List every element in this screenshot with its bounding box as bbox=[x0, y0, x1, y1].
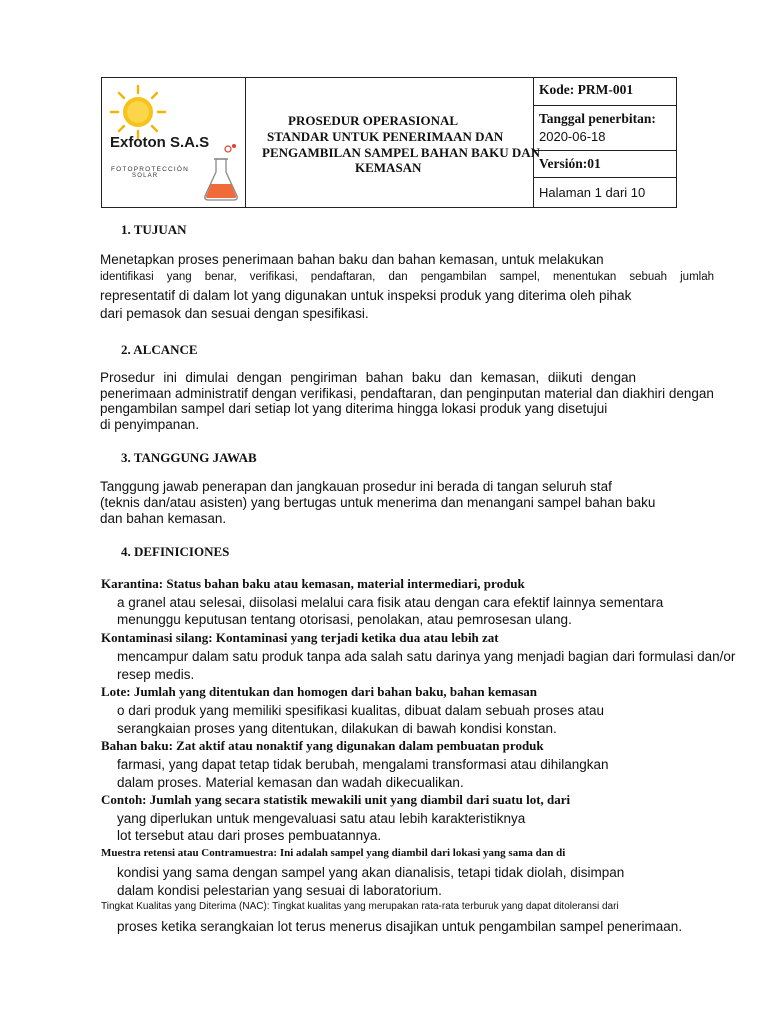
flask-icon bbox=[202, 156, 240, 202]
document-title-line: PROSEDUR OPERASIONAL bbox=[288, 113, 459, 128]
definition-line: lot tersebut atau dari proses pembuatannya. bbox=[117, 828, 382, 843]
issue-date: 2020-06-18 bbox=[539, 129, 606, 144]
paragraph-line: di penyimpanan. bbox=[100, 417, 200, 432]
definition-line: resep medis. bbox=[117, 667, 195, 682]
company-tagline-line1: FOTOPROTECCIÓN bbox=[111, 166, 190, 173]
definition-term: Tingkat Kualitas yang Diterima (NAC): Tingkat kualitas yang merupakan rata-rata terburuk yang dapat ditoleransi dari bbox=[101, 901, 619, 912]
document-header-table bbox=[101, 77, 677, 208]
paragraph-line: penerimaan administratif dengan verifikasi, pendaftaran, dan penginputan material dan diakhiri dengan bbox=[100, 386, 714, 401]
section-heading-alcance: 2. ALCANCE bbox=[121, 342, 198, 357]
section-heading-tujuan: 1. TUJUAN bbox=[121, 222, 187, 237]
document-title-line: STANDAR UNTUK PENERIMAAN DAN bbox=[267, 129, 504, 144]
definition-term: Contoh: Jumlah yang secara statistik mewakili unit yang diambil dari suatu lot, dari bbox=[101, 792, 571, 807]
document-title-line: PENGAMBILAN SAMPEL BAHAN BAKU DAN bbox=[262, 145, 541, 160]
section-heading-tanggung-jawab: 3. TANGGUNG JAWAB bbox=[121, 450, 257, 465]
header-divider bbox=[245, 78, 246, 207]
definition-term: Kontaminasi silang: Kontaminasi yang terjadi ketika dua atau lebih zat bbox=[101, 630, 499, 645]
company-name: Exfoton S.A.S bbox=[110, 134, 210, 151]
header-divider bbox=[533, 78, 534, 207]
page-number: Halaman 1 dari 10 bbox=[539, 185, 646, 200]
section-heading-definiciones: 4. DEFINICIONES bbox=[121, 544, 230, 559]
paragraph-line: Prosedur ini dimulai dengan pengiriman bahan baku dan kemasan, diikuti dengan bbox=[100, 370, 636, 385]
definition-line: dalam kondisi pelestarian yang sesuai di laboratorium. bbox=[117, 883, 442, 898]
definition-line: yang diperlukan untuk mengevaluasi satu atau lebih karakteristiknya bbox=[117, 811, 526, 826]
paragraph-line: (teknis dan/atau asisten) yang bertugas untuk menerima dan menangani sampel bahan baku bbox=[100, 495, 656, 510]
header-divider bbox=[533, 150, 676, 151]
definition-line: mencampur dalam satu produk tanpa ada salah satu darinya yang menjadi bagian dari formulasi dan/or bbox=[117, 649, 736, 664]
definition-term: Karantina: Status bahan baku atau kemasan, material intermediari, produk bbox=[101, 576, 525, 591]
document-title-line: KEMASAN bbox=[355, 160, 422, 175]
paragraph-line: identifikasi yang benar, verifikasi, pendaftaran, dan pengambilan sampel, menentukan sebuah jumlah bbox=[100, 271, 714, 283]
company-logo bbox=[102, 78, 245, 206]
definition-line: dalam proses. Material kemasan dan wadah dikecualikan. bbox=[117, 775, 464, 790]
document-version: Versión:01 bbox=[539, 156, 601, 171]
definition-term: Muestra retensi atau Contramuestra: Ini adalah sampel yang diambil dari lokasi yang sama dan di bbox=[101, 847, 566, 859]
definition-line: o dari produk yang memiliki spesifikasi kualitas, dibuat dalam sebuah proses atau bbox=[117, 703, 605, 718]
definition-line: menunggu keputusan tentang otorisasi, penolakan, atau pemrosesan ulang. bbox=[117, 612, 572, 627]
paragraph-line: pengambilan sampel dari setiap lot yang diterima hingga lokasi produk yang disetujui bbox=[100, 401, 608, 416]
bubble-icon bbox=[224, 142, 238, 154]
definition-term: Lote: Jumlah yang ditentukan dan homogen dari bahan baku, bahan kemasan bbox=[101, 684, 537, 699]
sun-icon bbox=[106, 84, 170, 140]
company-tagline-line2: SOLAR bbox=[132, 173, 159, 179]
paragraph-line: Menetapkan proses penerimaan bahan baku dan bahan kemasan, untuk melakukan bbox=[100, 252, 604, 267]
definition-term: Bahan baku: Zat aktif atau nonaktif yang digunakan dalam pembuatan produk bbox=[101, 738, 544, 753]
definition-line: a granel atau selesai, diisolasi melalui cara fisik atau dengan cara efektif lainnya sementara bbox=[117, 595, 664, 610]
header-divider bbox=[533, 105, 676, 106]
paragraph-line: dan bahan kemasan. bbox=[100, 511, 227, 526]
paragraph-line: representatif di dalam lot yang digunakan untuk inspeksi produk yang diterima oleh pihak bbox=[100, 288, 632, 303]
definition-line: serangkaian proses yang ditentukan, dilakukan di bawah kondisi konstan. bbox=[117, 721, 557, 736]
header-divider bbox=[533, 177, 676, 178]
definition-line: farmasi, yang dapat tetap tidak berubah, mengalami transformasi atau dihilangkan bbox=[117, 757, 609, 772]
issue-date-label: Tanggal penerbitan: bbox=[539, 111, 656, 126]
definition-line: kondisi yang sama dengan sampel yang akan dianalisis, tetapi tidak diolah, disimpan bbox=[117, 865, 625, 880]
definition-line: proses ketika serangkaian lot terus menerus disajikan untuk pengambilan sampel penerimaan. bbox=[117, 919, 683, 934]
document-code: Kode: PRM-001 bbox=[539, 82, 634, 97]
paragraph-line: dari pemasok dan sesuai dengan spesifikasi. bbox=[100, 306, 369, 321]
paragraph-line: Tanggung jawab penerapan dan jangkauan prosedur ini berada di tangan seluruh staf bbox=[100, 479, 612, 494]
